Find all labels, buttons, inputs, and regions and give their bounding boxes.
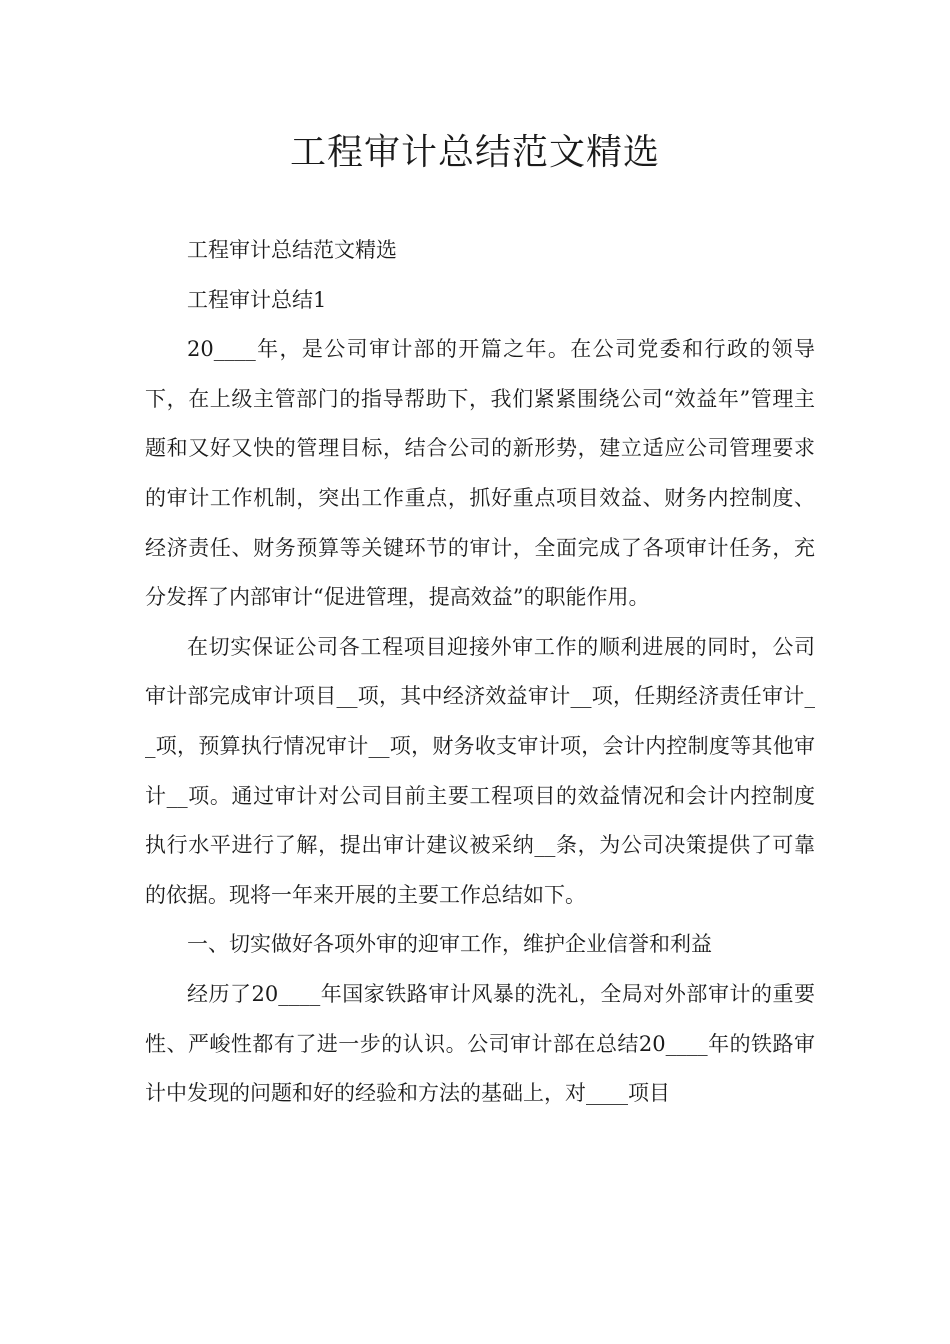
document-body [145,226,815,1119]
paragraph-section-heading: 工程审计总结1 [187,287,327,312]
document-title: 工程审计总结范文精选 [289,132,660,173]
paragraph-summary: 在切实保证公司各工程项目迎接外审工作的顺利进展的同时，公司审计部完成审计项目__项，其中经济效益审计__项，任期经济责任审计__项，预算执行情况审计__项，财务收支审计项，会计内控制度等其他审计__项。通过审计对公司目前主要工程项目的效益情况和会计内控制度执行水平进行了解，提出审计建议被采纳__条，为公司决策提供了可靠的依据。现将一年来开展的主要工作总结如下。 [145,634,815,907]
paragraph-heading-one: 一、切实做好各项外审的迎审工作，维护企业信誉和利益 [187,932,712,957]
paragraph-intro: 20____年，是公司审计部的开篇之年。在公司党委和行政的领导下，在上级主管部门的指导帮助下，我们紧紧围绕公司“效益年”管理主题和又好又快的管理目标，结合公司的新形势，建立适应公司管理要求的审计工作机制，突出工作重点，抓好重点项目效益、财务内控制度、经济责任、财务预算等关键环节的审计，全面完成了各项审计任务，充分发挥了内部审计“促进管理，提高效益”的职能作用。 [145,337,815,610]
paragraph-subtitle: 工程审计总结范文精选 [187,238,397,262]
paragraph-external-audit: 经历了20____年国家铁路审计风暴的洗礼，全局对外部审计的重要性、严峻性都有了进一步的认识。公司审计部在总结20____年的铁路审计中发现的问题和好的经验和方法的基础上，对____项目 [145,981,815,1106]
